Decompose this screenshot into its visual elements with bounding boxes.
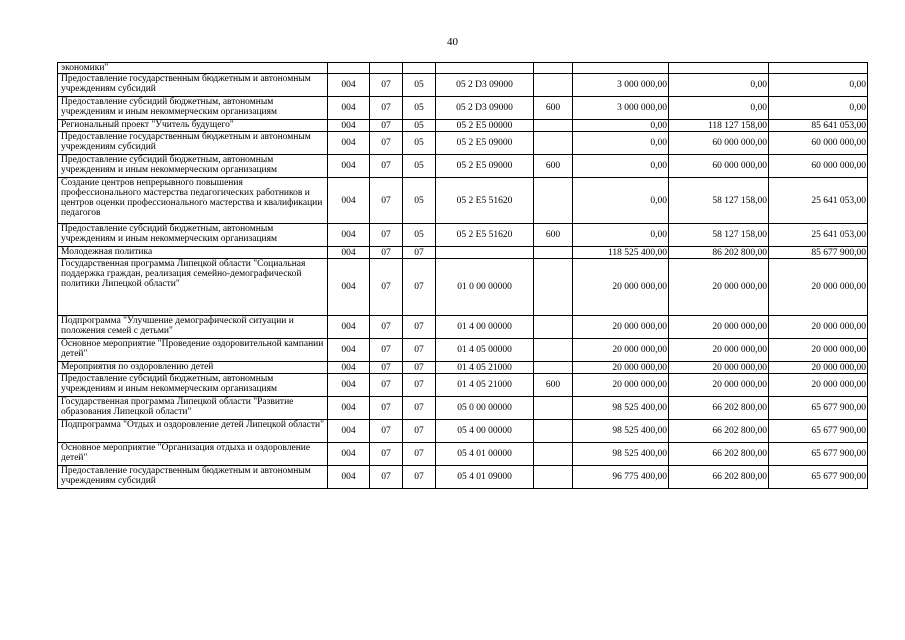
section-code: 07 [370,247,403,259]
ministry-code: 004 [328,132,370,155]
amount-year-1: 20 000 000,00 [573,316,669,339]
row-name: Создание центров непрерывного повышения профессионального мастерства педагогических работников и центров оценки профессионального мастерства и квалификации педагогов [58,178,328,224]
ministry-code: 004 [328,374,370,397]
budget-table [57,62,868,489]
ministry-code: 004 [328,120,370,132]
amount-year-3: 0,00 [769,74,868,97]
ministry-code: 004 [328,420,370,443]
row-name: Предоставление субсидий бюджетным, автономным учреждениям и иным некоммерческим организациям [58,155,328,178]
row-name: Предоставление субсидий бюджетным, автономным учреждениям и иным некоммерческим организациям [58,224,328,247]
ministry-code: 004 [328,316,370,339]
row-name: экономики" [58,63,328,74]
target-article-code: 05 4 01 00000 [436,443,534,466]
amount-year-3: 0,00 [769,97,868,120]
section-code: 07 [370,339,403,362]
expense-type-code [534,120,573,132]
amount-year-2: 0,00 [669,74,769,97]
table-row [58,132,868,155]
target-article-code: 05 4 00 00000 [436,420,534,443]
section-code [370,63,403,74]
subsection-code: 07 [403,374,436,397]
section-code: 07 [370,420,403,443]
amount-year-2: 60 000 000,00 [669,155,769,178]
row-name: Государственная программа Липецкой области "Развитие образования Липецкой области" [58,397,328,420]
table-row [58,362,868,374]
expense-type-code [534,420,573,443]
amount-year-1: 0,00 [573,155,669,178]
expense-type-code [534,74,573,97]
amount-year-2: 20 000 000,00 [669,362,769,374]
amount-year-2: 0,00 [669,97,769,120]
target-article-code: 01 4 00 00000 [436,316,534,339]
amount-year-3: 20 000 000,00 [769,259,868,316]
section-code: 07 [370,466,403,489]
section-code: 07 [370,397,403,420]
ministry-code: 004 [328,259,370,316]
amount-year-3: 65 677 900,00 [769,443,868,466]
amount-year-3: 60 000 000,00 [769,155,868,178]
target-article-code [436,247,534,259]
row-name: Подпрограмма "Улучшение демографической ситуации и положения семей с детьми" [58,316,328,339]
amount-year-3 [769,63,868,74]
table-row [58,443,868,466]
ministry-code: 004 [328,466,370,489]
subsection-code: 05 [403,155,436,178]
row-name: Государственная программа Липецкой области "Социальная поддержка граждан, реализация семейно-демографической политики Липецкой области" [58,259,328,316]
subsection-code: 07 [403,362,436,374]
ministry-code: 004 [328,247,370,259]
subsection-code: 05 [403,74,436,97]
table-row [58,339,868,362]
amount-year-3: 65 677 900,00 [769,397,868,420]
row-name: Основное мероприятие "Организация отдыха и оздоровление детей" [58,443,328,466]
amount-year-1: 20 000 000,00 [573,259,669,316]
table-row [58,120,868,132]
section-code: 07 [370,316,403,339]
target-article-code: 01 0 00 00000 [436,259,534,316]
amount-year-3: 20 000 000,00 [769,339,868,362]
amount-year-2: 118 127 158,00 [669,120,769,132]
subsection-code: 05 [403,132,436,155]
amount-year-1: 20 000 000,00 [573,374,669,397]
ministry-code: 004 [328,74,370,97]
section-code: 07 [370,74,403,97]
ministry-code: 004 [328,224,370,247]
amount-year-1: 0,00 [573,178,669,224]
amount-year-2: 86 202 800,00 [669,247,769,259]
ministry-code: 004 [328,397,370,420]
table-row [58,247,868,259]
expense-type-code [534,259,573,316]
amount-year-3: 20 000 000,00 [769,374,868,397]
expense-type-code [534,63,573,74]
row-name: Предоставление субсидий бюджетным, автономным учреждениям и иным некоммерческим организациям [58,97,328,120]
ministry-code: 004 [328,443,370,466]
target-article-code: 01 4 05 00000 [436,339,534,362]
table-row [58,397,868,420]
amount-year-2: 20 000 000,00 [669,316,769,339]
table-row [58,316,868,339]
target-article-code: 01 4 05 21000 [436,374,534,397]
table-row [58,155,868,178]
table-row [58,420,868,443]
target-article-code: 05 4 01 09000 [436,466,534,489]
target-article-code: 05 2 E5 51620 [436,178,534,224]
amount-year-1 [573,63,669,74]
target-article-code [436,63,534,74]
expense-type-code [534,443,573,466]
subsection-code: 07 [403,339,436,362]
section-code: 07 [370,120,403,132]
expense-type-code [534,339,573,362]
expense-type-code: 600 [534,374,573,397]
amount-year-1: 98 525 400,00 [573,397,669,420]
subsection-code [403,63,436,74]
amount-year-3: 85 677 900,00 [769,247,868,259]
ministry-code [328,63,370,74]
table-row [58,259,868,316]
amount-year-1: 118 525 400,00 [573,247,669,259]
expense-type-code [534,247,573,259]
amount-year-2: 60 000 000,00 [669,132,769,155]
expense-type-code [534,466,573,489]
row-name: Подпрограмма "Отдых и оздоровление детей Липецкой области" [58,420,328,443]
amount-year-3: 85 641 053,00 [769,120,868,132]
amount-year-1: 0,00 [573,120,669,132]
amount-year-1: 20 000 000,00 [573,339,669,362]
subsection-code: 07 [403,420,436,443]
amount-year-3: 65 677 900,00 [769,466,868,489]
row-name: Предоставление государственным бюджетным и автономным учреждениям субсидий [58,132,328,155]
amount-year-1: 0,00 [573,224,669,247]
row-name: Мероприятия по оздоровлению детей [58,362,328,374]
amount-year-1: 98 525 400,00 [573,443,669,466]
ministry-code: 004 [328,155,370,178]
amount-year-2: 58 127 158,00 [669,178,769,224]
amount-year-1: 20 000 000,00 [573,362,669,374]
section-code: 07 [370,155,403,178]
target-article-code: 05 2 E5 09000 [436,155,534,178]
amount-year-1: 3 000 000,00 [573,74,669,97]
amount-year-2 [669,63,769,74]
section-code: 07 [370,132,403,155]
table-row [58,224,868,247]
amount-year-2: 20 000 000,00 [669,259,769,316]
row-name: Предоставление государственным бюджетным и автономным учреждениям субсидий [58,466,328,489]
ministry-code: 004 [328,362,370,374]
amount-year-2: 66 202 800,00 [669,466,769,489]
table-row [58,466,868,489]
table-row [58,97,868,120]
target-article-code: 05 2 E5 51620 [436,224,534,247]
amount-year-1: 98 525 400,00 [573,420,669,443]
section-code: 07 [370,362,403,374]
row-name: Предоставление субсидий бюджетным, автономным учреждениям и иным некоммерческим организациям [58,374,328,397]
subsection-code: 05 [403,178,436,224]
expense-type-code [534,397,573,420]
table-row [58,178,868,224]
amount-year-3: 25 641 053,00 [769,224,868,247]
ministry-code: 004 [328,178,370,224]
subsection-code: 05 [403,120,436,132]
section-code: 07 [370,224,403,247]
target-article-code: 05 0 00 00000 [436,397,534,420]
subsection-code: 05 [403,224,436,247]
subsection-code: 05 [403,97,436,120]
amount-year-3: 25 641 053,00 [769,178,868,224]
subsection-code: 07 [403,316,436,339]
subsection-code: 07 [403,466,436,489]
expense-type-code: 600 [534,97,573,120]
amount-year-1: 96 775 400,00 [573,466,669,489]
expense-type-code [534,316,573,339]
section-code: 07 [370,178,403,224]
amount-year-1: 3 000 000,00 [573,97,669,120]
amount-year-3: 65 677 900,00 [769,420,868,443]
subsection-code: 07 [403,397,436,420]
table-row [58,374,868,397]
target-article-code: 05 2 D3 09000 [436,97,534,120]
table-row [58,63,868,74]
amount-year-3: 20 000 000,00 [769,362,868,374]
amount-year-3: 20 000 000,00 [769,316,868,339]
section-code: 07 [370,443,403,466]
amount-year-1: 0,00 [573,132,669,155]
target-article-code: 05 2 D3 09000 [436,74,534,97]
table-row [58,74,868,97]
ministry-code: 004 [328,339,370,362]
ministry-code: 004 [328,97,370,120]
amount-year-2: 66 202 800,00 [669,420,769,443]
amount-year-2: 20 000 000,00 [669,374,769,397]
row-name: Предоставление государственным бюджетным и автономным учреждениям субсидий [58,74,328,97]
target-article-code: 01 4 05 21000 [436,362,534,374]
target-article-code: 05 2 E5 00000 [436,120,534,132]
expense-type-code: 600 [534,155,573,178]
row-name: Региональный проект "Учитель будущего" [58,120,328,132]
page-number: 40 [447,36,458,48]
section-code: 07 [370,259,403,316]
subsection-code: 07 [403,259,436,316]
subsection-code: 07 [403,443,436,466]
row-name: Молодежная политика [58,247,328,259]
expense-type-code [534,178,573,224]
amount-year-3: 60 000 000,00 [769,132,868,155]
amount-year-2: 20 000 000,00 [669,339,769,362]
expense-type-code [534,132,573,155]
row-name: Основное мероприятие "Проведение оздоровительной кампании детей" [58,339,328,362]
subsection-code: 07 [403,247,436,259]
section-code: 07 [370,97,403,120]
amount-year-2: 58 127 158,00 [669,224,769,247]
expense-type-code [534,362,573,374]
amount-year-2: 66 202 800,00 [669,443,769,466]
expense-type-code: 600 [534,224,573,247]
target-article-code: 05 2 E5 09000 [436,132,534,155]
amount-year-2: 66 202 800,00 [669,397,769,420]
section-code: 07 [370,374,403,397]
